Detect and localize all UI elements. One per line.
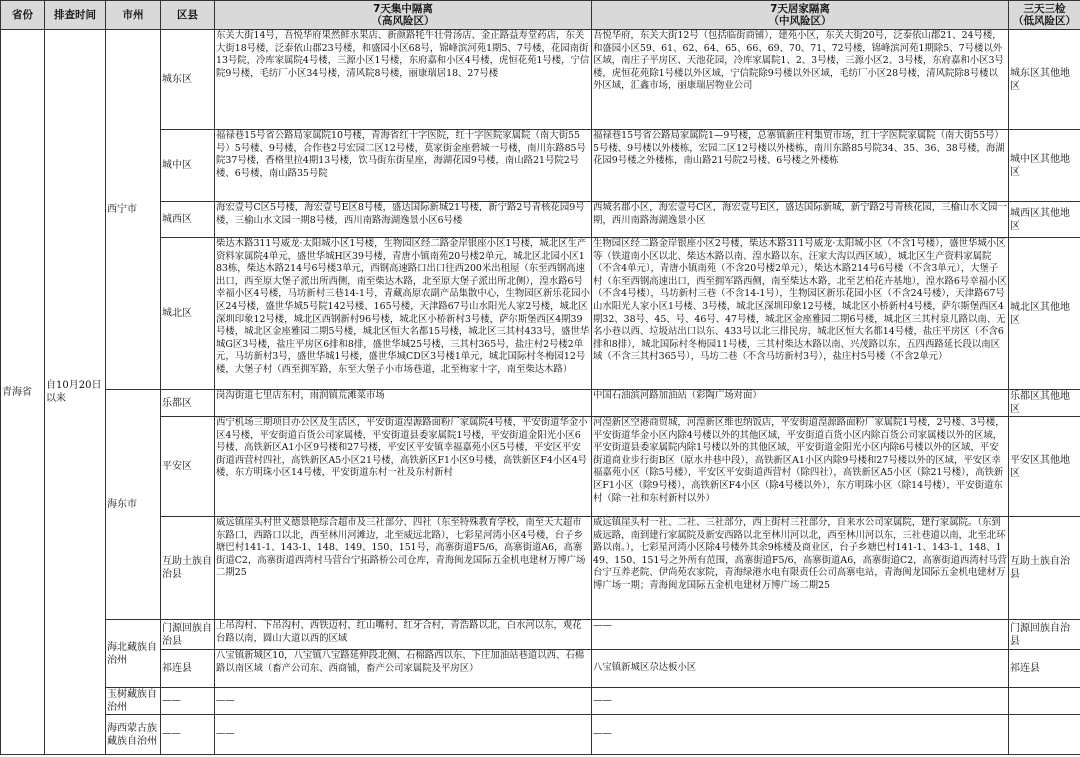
mid-risk-cell: 吾悦华府，东关大街12号（包括临街商铺），建苑小区，东关大街20号，泛泰依山郡21、24号楼，和盛园小区59、61、62、64、65、66、69、70、71、72号楼，锦峰滨河苑1期除5、7号楼以外区域，南庄子平房区、天池花园，冷库家属院1、2、3号楼，三源小区2、3号楼，东府嘉和小区3号楼，虎恒花苑除1号楼以外区域，宁信院除9号楼以外区域，毛纺厂小区28号楼，清风院除8号楼以外区域，汇鑫市场，丽康瑞居物业公司 [592, 30, 1009, 130]
high-risk-cell: 威远镇崖头村世义德景艳综合超市及三社部分、四社（东至特殊教育学校，南至天大超市东路口，西路口以北，西至林川河滩边，北至威远北路），七彩星河湾小区4号楼，台子乡塘巴村141-1、143-1、148、149、150、151号，高寨街道F5/6，高寨街道A6，高寨街道C2，高寨街道西湾村马营台宁拓路桥公司仓库，青海闽龙国际五金机电建材万博广场二期25 [215, 517, 592, 620]
high-risk-cell: 柴达木路311号威龙·太阳城小区1号楼，生物园区经二路金岸银座小区1号楼，城北区生产资料家属院4单元，盛世华城H区39号楼，青唐小镇南苑20号楼2单元，城北区北园小区183栋，柴达木路214号6号楼3单元，西钢高速路口出口往西200米出租屋（东至西钢高速出口，西至原大堡子派出所西侧，南至柴达木路，北至原大堡子派出所北侧），湟水路6号幸福小区4号楼，马坊新村三巷14-1号，青藏高原农副产品集散中心，生物园区新乐花园小区24号楼，盛世华城5号院142号楼、165号楼，天津路67号山水阳光人家2号楼，城北区深圳印象12号楼，城北区西钢新村96号楼，城北区小桥新村3号楼，萨尔斯堡西区4期39号楼，城北区金座雅园二期5号楼，城北区恒大名都15号楼，城北区三其村433号，盛世华城G区3号楼，盐庄平房区6排和8排，盛世华城25号楼，三其村365号，盐庄村2号楼2单元，马坊新村3号，盛世华城1号楼，盛世华城CD区3号楼1单元，城北国际村冬梅园12号楼，大堡子村（西至拥军路，东至大堡子小市场巷道，北至梅家十字，南至柴达木路） [215, 238, 592, 390]
low-risk-cell [1009, 688, 1080, 715]
high-risk-cell: —— [215, 715, 592, 755]
province-cell: 青海省 [1, 30, 45, 755]
mid-risk-cell: 八宝镇新城区尕达板小区 [592, 650, 1009, 688]
table-row [1, 688, 1080, 715]
table-row [1, 620, 1080, 650]
mid-risk-cell: —— [592, 688, 1009, 715]
low-risk-cell: 城西区其他地区 [1009, 202, 1080, 238]
high-risk-cell: 八宝镇新城区10，八宝镇八宝路延伸段北侧、石棉路西以东、下庄加油站巷道以西、石棉路以南区域（畜产公司东、西商铺，畜产公司家属院及平房区） [215, 650, 592, 688]
header-city: 市州 [106, 1, 161, 30]
county-cell: 城西区 [161, 202, 215, 238]
mid-risk-cell: —— [592, 620, 1009, 650]
county-cell: 城中区 [161, 130, 215, 202]
county-cell: 城东区 [161, 30, 215, 130]
city-xining: 西宁市 [106, 30, 161, 390]
high-risk-cell: —— [215, 688, 592, 715]
high-risk-cell: 西宁机场三期项目办公区及生活区，平安街道湟源路面粉厂家属院4号楼，平安街道华金小区4号楼，平安街道百货公司家属楼，平安街道县委家属院1号楼，平安街道金阳光小区6号楼，高铁新区A1小区9号楼和27号楼，平安区平安镇幸福嘉苑小区5号楼，平安区平安街道西营村四社，高铁新区A5小区21号楼，高铁新区F1小区9号楼，高铁新区F4小区4号楼，东方明珠小区14号楼，平安街道东村一社及东村新村 [215, 417, 592, 517]
mid-risk-cell: 中国石油滨河路加油站（彩陶广场对面） [592, 390, 1009, 417]
county-cell: 平安区 [161, 417, 215, 517]
county-cell: 城北区 [161, 238, 215, 390]
table-row [1, 390, 1080, 417]
mid-risk-cell: 生物园区经二路金岸银座小区2号楼，柴达木路311号威龙·太阳城小区（不含1号楼），盛世华城小区等（铁道南小区以北、柴达木路以南、湟水路以东、汪家大沟以西区域），城北区生产资料家属院（不含4单元），青唐小镇南苑（不含20号楼2单元），柴达木路214号6号楼（不含3单元），大堡子村（东至西钢高速出口，西至拥军路西侧，南至柴达木路，北至艺柏花卉基地），湟水路6号幸福小区（不含4号楼），马坊新村三巷（不含14-1号），生物园区新乐花园小区（不含24号楼），天津路67号山水阳光人家小区1号楼、3号楼，城北区深圳印象12号楼，城北区小桥新村4号楼，萨尔斯堡西区4期32、38号、45、号、46号、47号楼，城北区金座雅园二期6号楼，城北区三其村泉儿路以南、无名小巷以西、垃圾站出口以东、433号以北三排民房，城北区恒大名都14号楼，盐庄平房区（不含6排和8排），城北国际村冬梅园11号楼，三其村柴达木路以南、兴茂路以东、五四西路延长段以南区域（不含三其村365号），马坊二巷（不含马坊新村3号），盐庄村5号楼（不含2单元） [592, 238, 1009, 390]
county-cell: —— [161, 688, 215, 715]
high-risk-cell: 福禄巷15号省公路局家属院10号楼，青海省红十字医院，红十字医院家属院（南大街55号）5号楼、9号楼，合作巷2号宏园二区12号楼，莫家街金座碧城一号楼，南川东路85号院37号楼，香格里拉4期13号楼，饮马街东街星座，海湖花园9号楼，南山路21号院2号楼、6号楼，南山路35号院 [215, 130, 592, 202]
table-row [1, 30, 1080, 130]
table-row [1, 238, 1080, 390]
header-mid-sub: （中风险区） [768, 15, 832, 27]
high-risk-cell: 东关大街14号，吾悦华府果然鲜水果店、新颜路牦牛壮骨汤店、金正路益寿堂药店，东关大街18号楼，泛泰依山郡23号楼，和盛园小区68号，锦峰滨河苑1期5、7号楼，花园南街13号院，冷库家属院4号楼，三源小区1号楼，东府嘉和小区4号楼，虎恒花苑1号楼，宁信院9号楼，毛纺厂小区34号楼，清风院8号楼，丽康瑞居18、27号楼 [215, 30, 592, 130]
table-row [1, 202, 1080, 238]
county-cell: 门源回族自治县 [161, 620, 215, 650]
low-risk-cell: 互助土族自治县 [1009, 517, 1080, 620]
header-low-title: 三天三检 [1023, 3, 1066, 15]
header-low-risk [1009, 1, 1080, 30]
low-risk-cell: 城东区其他地区 [1009, 30, 1080, 130]
city-haibei: 海北藏族自治州 [106, 620, 161, 688]
low-risk-cell [1009, 715, 1080, 755]
high-risk-cell: 海宏壹号C区5号楼，海宏壹号E区8号楼，盛达国际新城21号楼，新宁路2号青核花园9号楼，三榆山水文园一期8号楼，西川南路海湖逸景小区6号楼 [215, 202, 592, 238]
mid-risk-cell: 威远镇崖头村一社、二社、三社部分，西上街村三社部分，自来水公司家属院，建行家属院。（东到威远路，南到建行家属院及新安西路以北至林川河以北，西至林川河以东，三社巷道以南，北至北环路以南。），七彩星河湾小区除4号楼外其余9栋楼及商业区，台子乡塘巴村141-1、143-1、148、149、150、151号之外所有范围，高寨街道F5/6，高寨街道A6，高寨街道C2，高寨街道西湾村马营台宁互养老院、伊尚苑农家院，青海绿港水电有限责任公司高寨电站，青海闽龙国际五金机电建材万博广场一期；青海闽龙国际五金机电建材万博广场二期25 [592, 517, 1009, 620]
high-risk-cell: 岗沟街道七里店东村，雨润镇荒滩菜市场 [215, 390, 592, 417]
header-mid-risk [592, 1, 1009, 30]
table-row [1, 517, 1080, 620]
table-row [1, 715, 1080, 755]
header-province: 省份 [1, 1, 45, 30]
header-high-sub: （高风险区） [371, 15, 435, 27]
county-cell: 祁连县 [161, 650, 215, 688]
county-cell: 互助土族自治县 [161, 517, 215, 620]
table-row [1, 650, 1080, 688]
header-row [1, 1, 1080, 30]
time-cell: 自10月20日以来 [45, 30, 106, 755]
city-yushu: 玉树藏族自治州 [106, 688, 161, 715]
city-haidong: 海东市 [106, 390, 161, 620]
low-risk-cell: 城北区其他地区 [1009, 238, 1080, 390]
low-risk-cell: 祁连县 [1009, 650, 1080, 688]
city-haixi: 海西蒙古族藏族自治州 [106, 715, 161, 755]
county-cell: 乐都区 [161, 390, 215, 417]
county-cell: —— [161, 715, 215, 755]
header-county: 区县 [161, 1, 215, 30]
mid-risk-cell: —— [592, 715, 1009, 755]
header-low-sub: （低风险区） [1013, 15, 1076, 27]
header-high-risk [215, 1, 592, 30]
table-row [1, 417, 1080, 517]
mid-risk-cell: 福禄巷15号省公路局家属院1—9号楼，总寨镇新庄村集贸市场，红十字医院家属院（南大街55号）5号楼、9号楼以外楼栋，宏园二区12号楼以外楼栋，南川东路85号院34、35、36、38号楼，海湖花园9号楼之外楼栋，南山路21号院2号楼、6号楼之外楼栋 [592, 130, 1009, 202]
table-row [1, 130, 1080, 202]
header-time: 排查时间 [45, 1, 106, 30]
low-risk-cell: 平安区其他地区 [1009, 417, 1080, 517]
mid-risk-cell: 西城名郡小区，海宏壹号C区，海宏壹号E区，盛达国际新城，新宁路2号青核花园，三榆山水文园一期，西川南路海湖逸景小区 [592, 202, 1009, 238]
low-risk-cell: 乐都区其他地区 [1009, 390, 1080, 417]
low-risk-cell: 门源回族自治县 [1009, 620, 1080, 650]
low-risk-cell: 城中区其他地区 [1009, 130, 1080, 202]
high-risk-cell: 上吊沟村、下吊沟村、西铁迈村、红山嘴村、红牙合村，青浩路以北，白水河以东，观花台路以南，圆山大道以西的区域 [215, 620, 592, 650]
header-high-title: 7天集中隔离 [373, 3, 433, 15]
header-mid-title: 7天居家隔离 [770, 3, 830, 15]
mid-risk-cell: 河湟新区空港商贸城，河湟新区维也纳饭店，平安街道湟源路面粉厂家属院1号楼，2号楼、3号楼，平安街道华金小区内除4号楼以外的其他区域，平安街道百货小区内除百货公司家属楼以外的区域，平安街道县委家属院内除1号楼以外的其他区域，平安街道金阳光小区内除6号楼以外的区域，平安街道商业步行街B区（原水井巷中段），高铁新区A1小区内除9号楼和27号楼以外的区域，平安区幸福嘉苑小区（除5号楼），平安区平安街道西营村（除四社），高铁新区A5小区（除21号楼），高铁新区F1小区（除9号楼），高铁新区F4小区（除4号楼以外），东方明珠小区（除14号楼），平安街道东村（除一社和东村新村以外） [592, 417, 1009, 517]
